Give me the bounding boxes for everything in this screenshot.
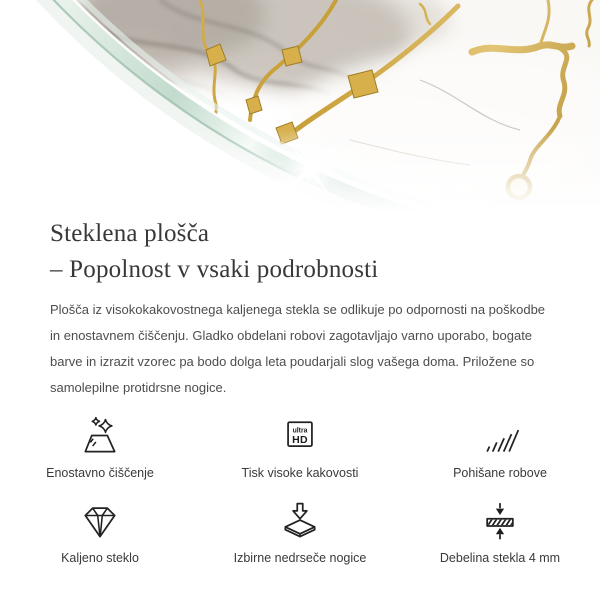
feature-label: Kaljeno steklo	[61, 551, 139, 565]
feature-easy-cleaning	[0, 414, 200, 481]
glass-plate-image	[0, 0, 600, 212]
feature-non-slip-feet	[200, 499, 400, 566]
ultra-hd-icon	[278, 414, 322, 458]
non-slip-feet-icon	[278, 499, 322, 543]
feature-label: Debelina stekla 4 mm	[439, 551, 561, 565]
feature-glass-thickness	[400, 499, 600, 566]
product-description: Plošča iz visokokakovostnega kaljenega stekla se odlikuje po odpornosti na poškodbe in enostavnem čiščenju. Gladko obdelani robovi zagotavljajo varno uporabo, bogate barve in izrazit vzorec pa bodo dolga leta poudarjali slog vašega doma. Priložene so samolepilne protidrsne nogice.	[50, 302, 546, 395]
diamond-icon	[78, 499, 122, 543]
title-line-2: – Popolnost v vsaki podrobnosti	[50, 256, 379, 283]
thickness-icon	[478, 499, 522, 543]
svg-text:ultra: ultra	[292, 427, 308, 435]
feature-print-quality	[200, 414, 400, 481]
hero-product-photo	[0, 0, 600, 212]
feature-label: Enostavno čiščenje	[46, 466, 154, 480]
page-title	[50, 216, 550, 288]
sparkle-clean-icon	[78, 414, 122, 458]
feature-polished-edges	[400, 414, 600, 481]
title-line-1: Steklena plošča	[50, 220, 210, 247]
polished-edges-icon	[478, 414, 522, 458]
feature-label: Izbirne nedrseče nogice	[233, 551, 367, 565]
svg-text:HD: HD	[292, 433, 308, 446]
photo-bottom-fade	[0, 128, 600, 212]
product-description-section	[0, 216, 600, 401]
feature-grid	[0, 414, 600, 566]
feature-label: Pohišane robove	[453, 466, 547, 480]
feature-label: Tisk visoke kakovosti	[241, 466, 359, 480]
feature-tempered-glass	[0, 499, 200, 566]
